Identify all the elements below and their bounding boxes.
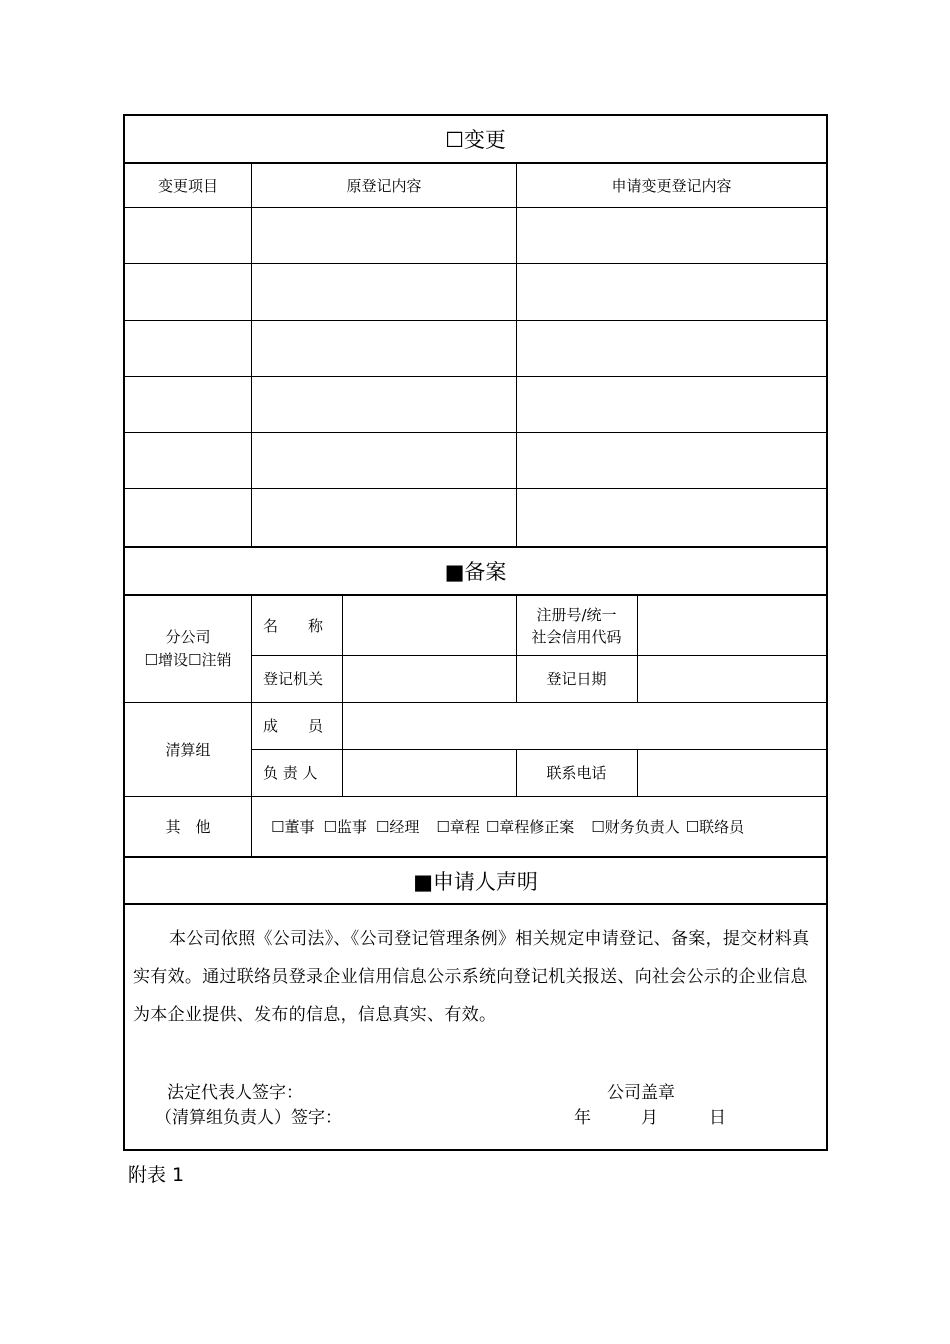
date-day-label: 日: [709, 1108, 726, 1128]
reg-no-label-line2: 社会信用代码: [531, 627, 622, 646]
header-change-item: 变更项目: [157, 176, 218, 195]
table-row: [125, 377, 826, 433]
branch-action-checkboxes[interactable]: ☐增设☐注销: [144, 651, 232, 669]
liquidation-leader-field[interactable]: [347, 749, 512, 796]
change-section-title: ☐变更: [125, 116, 826, 164]
requested-content-cell[interactable]: [516, 489, 826, 546]
branch-authority-label: 登记机关: [263, 670, 324, 688]
branch-label: [125, 596, 251, 702]
liquidation-leader-signature-label: （清算组负责人）签字：: [155, 1108, 342, 1128]
reg-no-label-line1: 注册号/统一: [536, 605, 617, 624]
original-content-cell[interactable]: [251, 377, 516, 432]
date-year-label: 年: [574, 1108, 591, 1128]
date-month-label: 月: [641, 1108, 658, 1128]
liquidation-members-field[interactable]: [347, 702, 822, 749]
option-supervisor-checkbox[interactable]: ☐监事: [323, 817, 367, 836]
original-content-cell[interactable]: [251, 264, 516, 320]
requested-content-cell[interactable]: [516, 433, 826, 488]
change-item-cell[interactable]: [125, 264, 251, 320]
liquidation-phone-field[interactable]: [642, 749, 822, 796]
table-row: [125, 489, 826, 546]
table-row: [125, 321, 826, 377]
requested-content-cell[interactable]: [516, 264, 826, 320]
branch-date-label: 登记日期: [546, 670, 607, 688]
original-content-cell[interactable]: [251, 208, 516, 263]
header-original-content: 原登记内容: [251, 164, 516, 207]
change-item-cell[interactable]: [125, 321, 251, 376]
option-director-checkbox[interactable]: ☐董事: [271, 817, 315, 836]
option-articles-amendment-checkbox[interactable]: ☐章程修正案: [485, 817, 575, 836]
filing-section-title: ■备案: [125, 546, 826, 596]
change-item-cell[interactable]: [125, 489, 251, 546]
table-row: [125, 433, 826, 489]
liquidation-members-label: 成 员: [263, 717, 324, 735]
company-seal-label: 公司盖章: [607, 1083, 675, 1103]
liquidation-phone-label: 联系电话: [546, 764, 607, 782]
registration-form: [123, 114, 828, 1151]
table-row: [125, 264, 826, 321]
change-table-header: [125, 164, 826, 208]
change-item-cell[interactable]: [125, 433, 251, 488]
option-finance-officer-checkbox[interactable]: ☐财务负责人: [591, 817, 680, 836]
filing-divider: [637, 749, 638, 796]
liquidation-label: 清算组: [165, 740, 211, 759]
declaration-section-title: ■申请人声明: [125, 856, 826, 905]
option-liaison-checkbox[interactable]: ☐联络员: [685, 817, 745, 836]
appendix-label: 附表 1: [128, 1164, 185, 1186]
original-content-cell[interactable]: [251, 321, 516, 376]
requested-content-cell[interactable]: [516, 208, 826, 263]
liquidation-leader-label: 负 责 人: [263, 764, 318, 782]
option-manager-checkbox[interactable]: ☐经理: [375, 817, 420, 836]
original-content-cell[interactable]: [251, 489, 516, 546]
filing-divider: [637, 596, 638, 702]
table-row: [125, 208, 826, 264]
change-item-cell[interactable]: [125, 208, 251, 263]
other-label: 其 他: [165, 817, 211, 836]
branch-name-field[interactable]: [347, 596, 512, 655]
branch-reg-no-field[interactable]: [642, 596, 822, 655]
requested-content-cell[interactable]: [516, 377, 826, 432]
declaration-text: 本公司依照《公司法》、《公司登记管理条例》相关规定申请登记、备案，提交材料真实有效。通过联络员登录企业信用信息公示系统向登记机关报送、向社会公示的企业信息为本企业提供、发布的信息，信息真实、有效。: [133, 929, 810, 1025]
original-content-cell[interactable]: [251, 433, 516, 488]
change-item-cell[interactable]: [125, 377, 251, 432]
other-options: [271, 796, 744, 856]
header-requested-content: 申请变更登记内容: [516, 164, 826, 207]
branch-label-text: 分公司: [165, 628, 211, 646]
filing-divider: [251, 596, 252, 856]
filing-divider: [342, 596, 343, 796]
option-articles-checkbox[interactable]: ☐章程: [436, 817, 480, 836]
branch-reg-no-label: [516, 596, 637, 655]
branch-date-field[interactable]: [642, 655, 822, 702]
requested-content-cell[interactable]: [516, 321, 826, 376]
branch-authority-field[interactable]: [347, 655, 512, 702]
branch-name-label: 名 称: [263, 617, 324, 635]
legal-rep-signature-label: 法定代表人签字：: [167, 1083, 303, 1103]
